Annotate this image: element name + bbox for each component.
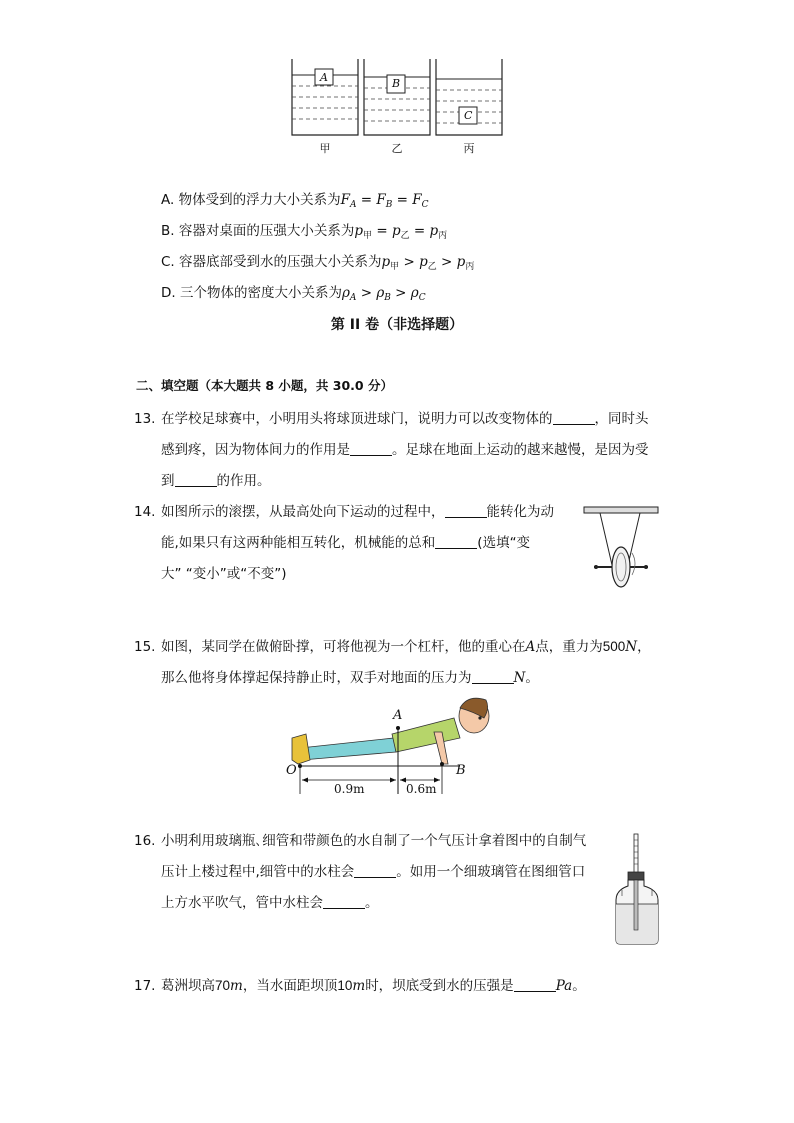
q13-blank-3[interactable] bbox=[175, 473, 217, 487]
beaker-yi bbox=[364, 59, 430, 135]
option-a: A. 物体受到的浮力大小关系为$F_A = F_B = F_C$ bbox=[161, 192, 429, 210]
q16-line-2: 压计上楼过程中,细管中的水柱会 。如用一个细玻璃管在图细管口 bbox=[161, 864, 586, 880]
beaker-label-yi: 乙 bbox=[391, 142, 403, 155]
q16-line-3: 上方水平吹气，管中水柱会 。 bbox=[161, 895, 379, 911]
pushup-distance-1: 0.9m bbox=[334, 782, 365, 796]
q16-blank-2[interactable] bbox=[323, 895, 365, 909]
q17-line-1: 葛洲坝高70m，当水面距坝顶10m时，坝底受到水的压强是 Pa。 bbox=[161, 978, 586, 994]
q15-line-2: 那么他将身体撑起保持静止时，双手对地面的压力为 N。 bbox=[161, 670, 539, 686]
pushup-label-o: O bbox=[286, 763, 297, 778]
option-b: B. 容器对桌面的压强大小关系为$p_甲 = p_乙 = p_丙$ bbox=[161, 223, 448, 241]
q13-line-1: 在学校足球赛中，小明用头将球顶进球门，说明力可以改变物体的 ，同时头 bbox=[161, 411, 649, 427]
q14-line-2: 能,如果只有这两种能相互转化，机械能的总和 (选填“变 bbox=[161, 535, 531, 551]
q16-blank-1[interactable] bbox=[354, 864, 396, 878]
q14-number: 14. bbox=[134, 504, 156, 520]
q13-blank-1[interactable] bbox=[553, 411, 595, 425]
option-c: C. 容器底部受到水的压强大小关系为$p_甲 > p_乙 > p_丙$ bbox=[161, 254, 475, 272]
q17-blank-1[interactable] bbox=[514, 978, 556, 992]
pushup-label-b: B bbox=[456, 763, 466, 778]
beaker-label-jia: 甲 bbox=[319, 142, 331, 155]
q13-line-3: 到 的作用。 bbox=[161, 473, 271, 489]
object-a-label: A bbox=[320, 71, 328, 84]
barometer-bottle-figure bbox=[612, 832, 662, 946]
q14-blank-1[interactable] bbox=[445, 504, 487, 518]
maxwell-pendulum-figure bbox=[582, 503, 662, 593]
q14-blank-2[interactable] bbox=[435, 535, 477, 549]
option-d: D. 三个物体的密度大小关系为$\rho_A > \rho_B > \rho_C$ bbox=[161, 285, 426, 303]
object-b-label: B bbox=[392, 77, 401, 90]
q14-line-3: 大” “变小”或“不变”) bbox=[161, 566, 287, 582]
volume-title: 第 II 卷（非选择题） bbox=[330, 317, 464, 333]
q14-line-1: 如图所示的滚摆，从最高处向下运动的过程中， 能转化为动 bbox=[161, 504, 554, 520]
q15-blank-1[interactable] bbox=[472, 670, 514, 684]
q15-line-1: 如图，某同学在做俯卧撑，可将他视为一个杠杆，他的重心在A点，重力为500N， bbox=[161, 639, 651, 655]
q16-number: 16. bbox=[134, 833, 156, 849]
section-title: 二、填空题（本大题共 8 小题，共 30.0 分） bbox=[136, 378, 393, 393]
pushup-label-a: A bbox=[393, 708, 403, 723]
beaker-label-bing: 丙 bbox=[463, 142, 475, 155]
q13-number: 13. bbox=[134, 411, 156, 427]
q13-blank-2[interactable] bbox=[350, 442, 392, 456]
pushup-distance-2: 0.6m bbox=[406, 782, 437, 796]
object-c-label: C bbox=[464, 109, 473, 122]
q15-number: 15. bbox=[134, 639, 156, 655]
q16-line-1: 小明利用玻璃瓶､细管和带颜色的水自制了一个气压计拿着图中的自制气 bbox=[161, 833, 587, 849]
q17-number: 17. bbox=[134, 978, 156, 994]
q13-line-2: 感到疼，因为物体间力的作用是 。足球在地面上运动的越来越慢，是因为受 bbox=[161, 442, 649, 458]
beaker-bing bbox=[436, 59, 502, 135]
